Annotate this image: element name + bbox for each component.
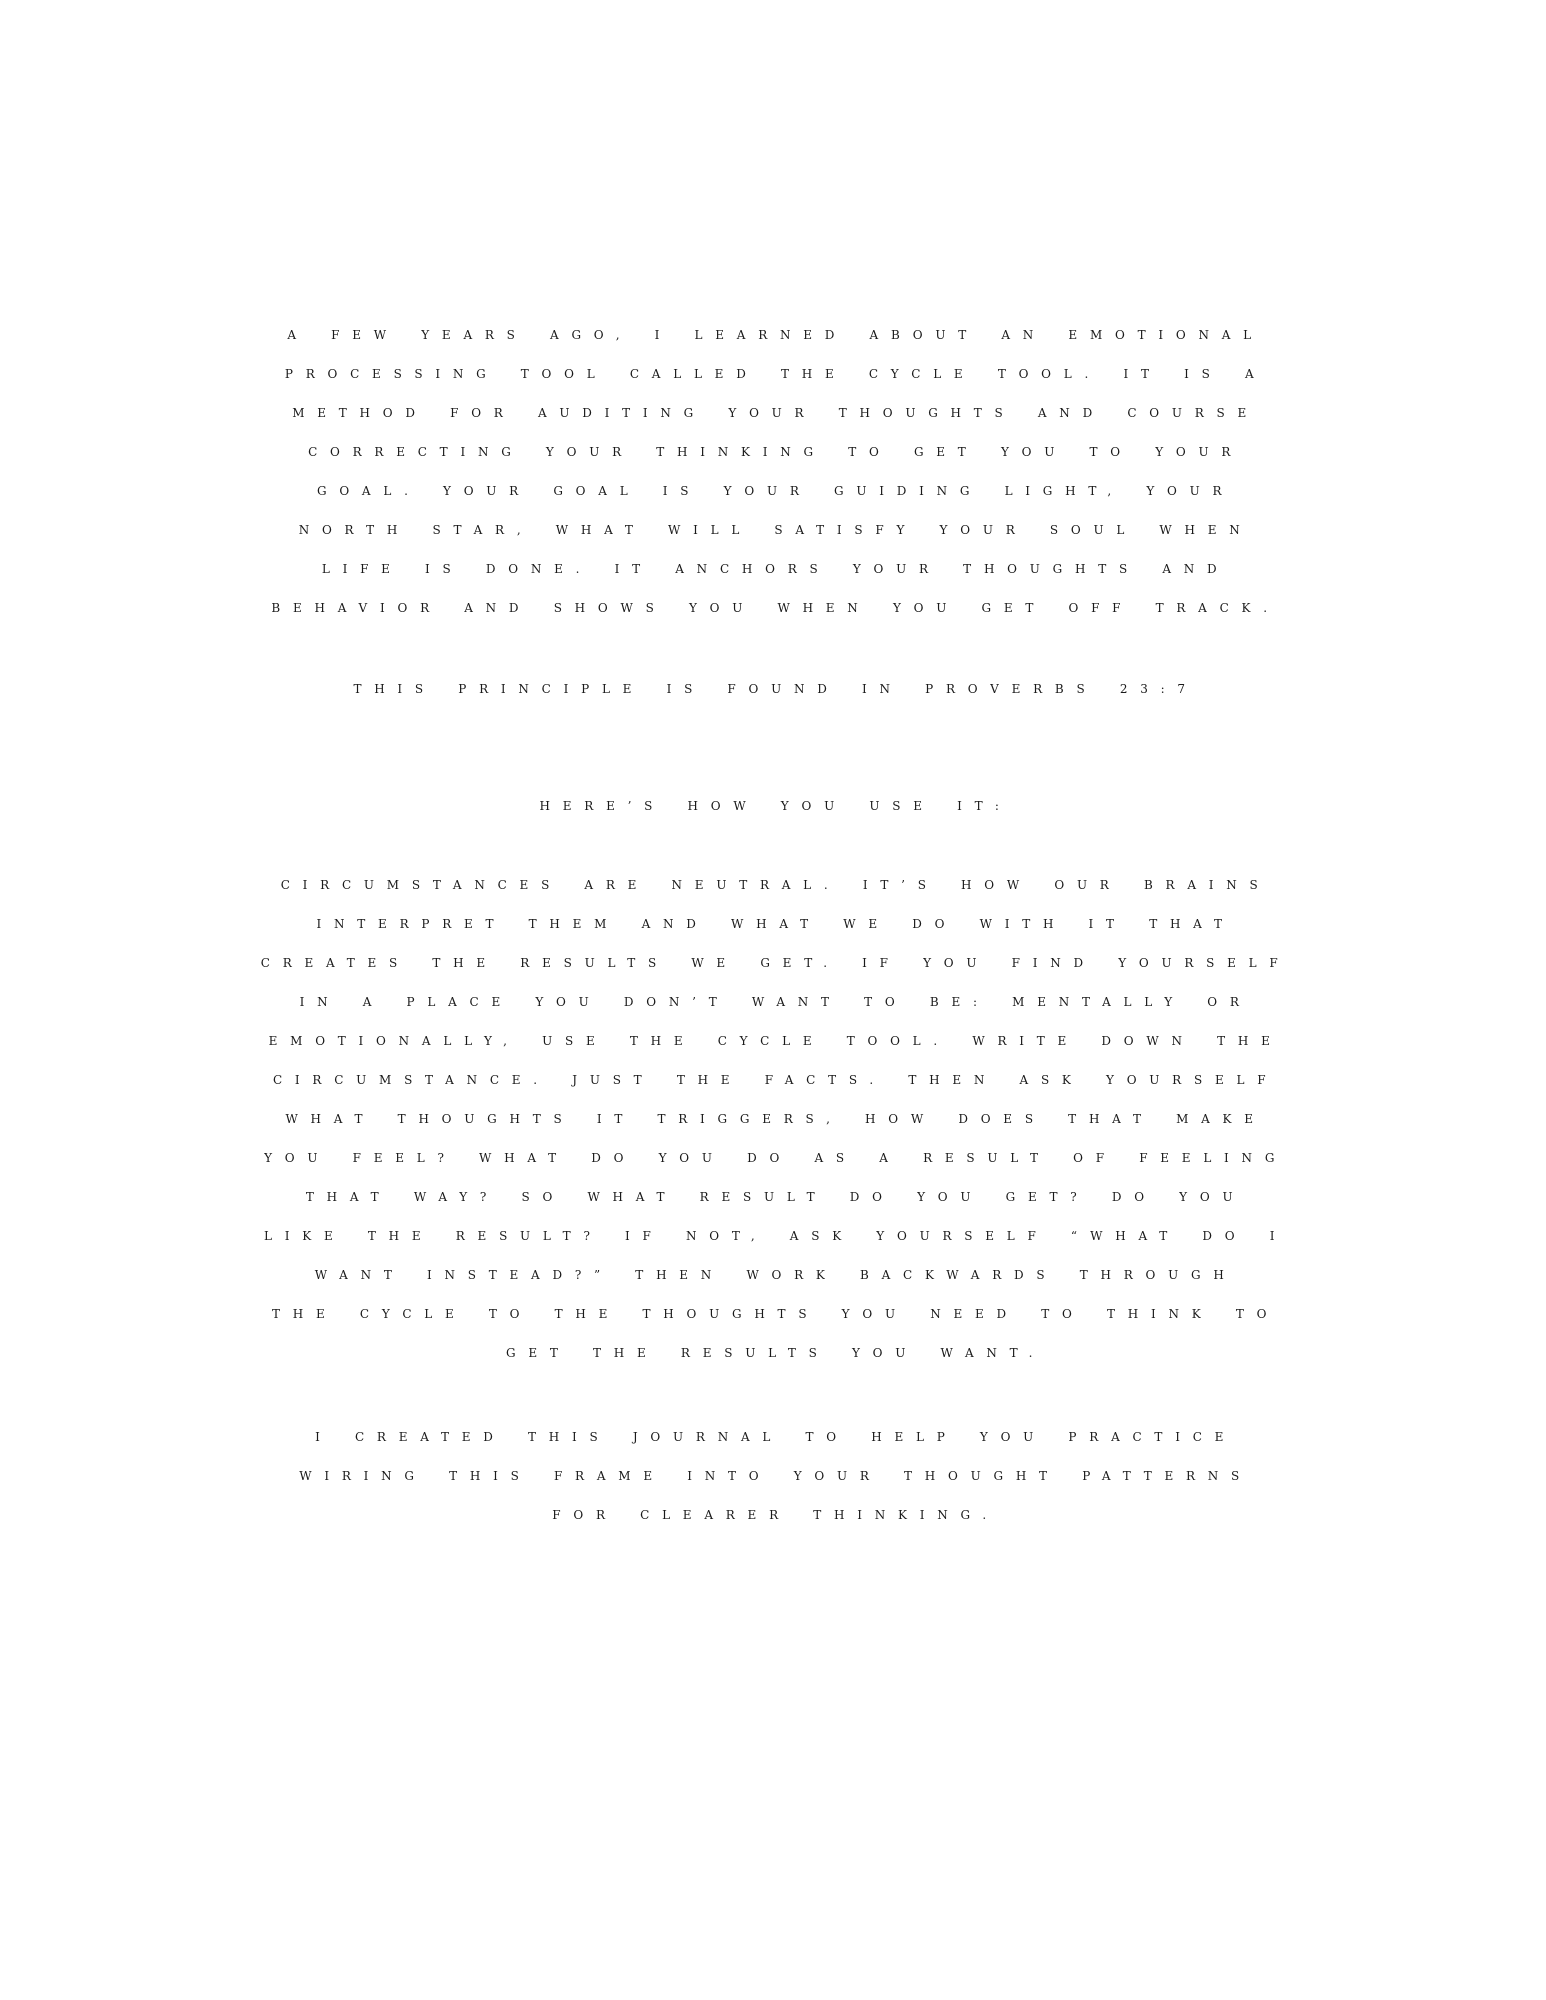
instructions-line: WANT INSTEAD?” THEN WORK BACKWARDS THROUGH bbox=[314, 1268, 1237, 1282]
instructions-line: IN A PLACE YOU DON’T WANT TO BE: MENTALLY OR bbox=[299, 995, 1252, 1009]
intro-line: GOAL. YOUR GOAL IS YOUR GUIDING LIGHT, YOUR bbox=[316, 484, 1235, 498]
instructions-line: THAT WAY? SO WHAT RESULT DO YOU GET? DO YOU bbox=[305, 1190, 1246, 1204]
intro-line: LIFE IS DONE. IT ANCHORS YOUR THOUGHTS AND bbox=[321, 562, 1230, 576]
intro-line: A FEW YEARS AGO, I LEARNED ABOUT AN EMOTIONAL bbox=[287, 328, 1264, 342]
instructions-line: CREATES THE RESULTS WE GET. IF YOU FIND YOURSELF bbox=[260, 956, 1291, 970]
instructions-line: WHAT THOUGHTS IT TRIGGERS, HOW DOES THAT MAKE bbox=[285, 1112, 1266, 1126]
instructions-paragraph bbox=[0, 866, 1546, 1373]
principle-line: THIS PRINCIPLE IS FOUND IN PROVERBS 23:7 bbox=[353, 682, 1198, 696]
intro-line: NORTH STAR, WHAT WILL SATISFY YOUR SOUL WHEN bbox=[298, 523, 1253, 537]
principle-statement bbox=[0, 670, 1546, 709]
instructions-line: LIKE THE RESULT? IF NOT, ASK YOURSELF “WHAT DO I bbox=[264, 1229, 1288, 1243]
closing-paragraph bbox=[0, 1418, 1546, 1535]
instructions-line: THE CYCLE TO THE THOUGHTS YOU NEED TO THINK TO bbox=[272, 1307, 1280, 1321]
instructions-line: CIRCUMSTANCES ARE NEUTRAL. IT’S HOW OUR BRAINS bbox=[280, 878, 1271, 892]
intro-line: METHOD FOR AUDITING YOUR THOUGHTS AND COURSE bbox=[292, 406, 1260, 420]
instructions-line: YOU FEEL? WHAT DO YOU DO AS A RESULT OF FEELING bbox=[264, 1151, 1288, 1165]
closing-line: WIRING THIS FRAME INTO YOUR THOUGHT PATTERNS bbox=[299, 1469, 1253, 1483]
closing-line: FOR CLEARER THINKING. bbox=[552, 1508, 999, 1522]
instructions-line: INTERPRET THEM AND WHAT WE DO WITH IT THAT bbox=[316, 917, 1235, 931]
closing-line: I CREATED THIS JOURNAL TO HELP YOU PRACTICE bbox=[315, 1430, 1237, 1444]
intro-line: CORRECTING YOUR THINKING TO GET YOU TO YOUR bbox=[308, 445, 1244, 459]
intro-paragraph bbox=[0, 316, 1546, 628]
how-to-heading-text: HERE’S HOW YOU USE IT: bbox=[539, 799, 1012, 813]
intro-line: PROCESSING TOOL CALLED THE CYCLE TOOL. IT IS A bbox=[284, 367, 1267, 381]
instructions-line: EMOTIONALLY, USE THE CYCLE TOOL. WRITE DOWN THE bbox=[268, 1034, 1283, 1048]
instructions-line: GET THE RESULTS YOU WANT. bbox=[506, 1346, 1046, 1360]
intro-line: BEHAVIOR AND SHOWS YOU WHEN YOU GET OFF TRACK. bbox=[271, 601, 1280, 615]
instructions-line: CIRCUMSTANCE. JUST THE FACTS. THEN ASK YOURSELF bbox=[272, 1073, 1279, 1087]
how-to-heading bbox=[0, 787, 1546, 826]
